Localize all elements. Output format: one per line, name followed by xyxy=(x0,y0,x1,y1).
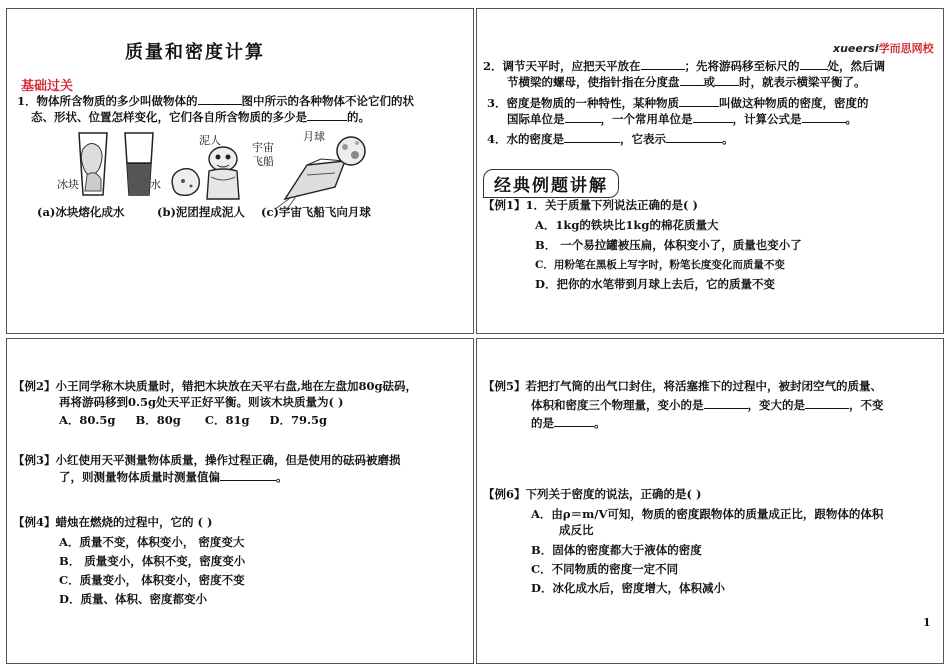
slide-bottom-left xyxy=(6,338,474,664)
label-moon: 月球 xyxy=(303,130,325,143)
water-glass-icon xyxy=(125,133,153,195)
question-1-line-1: 1．物体所含物质的多少叫做物体的 图中所示的各种物体不论它们的状 xyxy=(17,94,414,108)
caption-b: (b)泥团捏成泥人 xyxy=(157,205,245,219)
example-3-line-1: 【例3】小红使用天平测量物体质量，操作过程正确，但是使用的砝码被磨损 xyxy=(13,453,401,467)
example-1-option-c: C．用粉笔在黑板上写字时，粉笔长度变化而质量不变 xyxy=(535,259,785,271)
slide-top-right xyxy=(476,8,944,334)
example-6-stem: 【例6】下列关于密度的说法，正确的是( ) xyxy=(483,487,702,501)
spaceship-icon xyxy=(275,159,345,209)
example-1-stem: 【例1】1．关于质量下列说法正确的是( ) xyxy=(483,198,698,212)
example-4-option-b: B． 质量变小，体积不变，密度变小 xyxy=(59,554,246,568)
example-5-line-3: 的是 。 xyxy=(531,416,606,430)
example-6-option-a-line-2: 成反比 xyxy=(559,523,594,537)
example-4-option-d: D．质量、体积、密度都变小 xyxy=(59,592,207,606)
label-water: 水 xyxy=(150,178,161,191)
moon-icon xyxy=(337,137,365,165)
example-6-option-b: B．固体的密度都大于液体的密度 xyxy=(531,543,702,557)
question-2-line-2: 节横梁的螺母，使指针指在分度盘 或 时，就表示横梁平衡了。 xyxy=(507,75,866,89)
example-6-option-a-line-1: A．由ρ＝m/V可知，物质的密度跟物体的质量成正比，跟物体的体积 xyxy=(531,507,884,521)
caption-a: (a)冰块熔化成水 xyxy=(37,205,125,219)
example-4-option-a: A．质量不变，体积变小， 密度变大 xyxy=(59,535,245,549)
example-2-line-2: 再将游码移到0.5g处天平正好平衡。则该木块质量为( ) xyxy=(59,395,344,409)
example-5-line-1: 【例5】若把打气筒的出气口封住，将活塞推下的过程中，被封闭空气的质量、 xyxy=(483,379,883,393)
example-6-option-d: D．冰化成水后，密度增大，体积减小 xyxy=(531,581,725,595)
example-2-line-1: 【例2】小王同学称木块质量时，错把木块放在天平右盘,地在左盘加80g砝码， xyxy=(13,379,418,393)
question-3-line-2: 国际单位是 ，一个常用单位是 ，计算公式是 。 xyxy=(507,112,857,126)
caption-c: (c)宇宙飞船飞向月球 xyxy=(261,205,371,219)
page-title: 质量和密度计算 xyxy=(125,42,265,63)
example-6-option-c: C．不同物质的密度一定不同 xyxy=(531,562,679,576)
label-clay-figure: 泥人 xyxy=(199,134,221,147)
section-examples: 经典例题讲解 xyxy=(483,169,619,198)
label-spaceship: 宇宙 飞船 xyxy=(252,141,274,168)
question-1-line-2: 态、形状、位置怎样变化，它们各自所含物质的多少是 的。 xyxy=(31,110,370,124)
example-1-option-d: D．把你的水笔带到月球上去后，它的质量不变 xyxy=(535,277,775,291)
ice-glass-icon xyxy=(79,133,107,195)
question-3-line-1: 3．密度是物质的一种特性，某种物质 叫做这种物质的密度，密度的 xyxy=(487,96,869,110)
page-number: 1 xyxy=(923,616,931,629)
example-4-stem: 【例4】蜡烛在燃烧的过程中，它的 ( ) xyxy=(13,515,213,529)
label-ice: 冰块 xyxy=(57,178,79,191)
example-2-options: A．80.5g B．80g C．81g D．79.5g xyxy=(59,413,328,427)
slide-bottom-right xyxy=(476,338,944,664)
slide-top-left xyxy=(6,8,474,334)
section-basic: 基础过关 xyxy=(21,79,74,94)
clay-figure-icon xyxy=(207,147,239,199)
question-2-line-1: 2．调节天平时，应把天平放在 ；先将游码移至标尺的 处，然后调 xyxy=(483,59,886,73)
logo: xueersi学而思网校 xyxy=(833,42,934,55)
question-4: 4．水的密度是 ，它表示 。 xyxy=(487,132,734,146)
example-1-option-a: A．1kg的铁块比1kg的棉花质量大 xyxy=(535,218,719,232)
example-4-option-c: C．质量变小， 体积变小，密度不变 xyxy=(59,573,245,587)
clay-lump-icon xyxy=(172,169,199,196)
example-5-line-2: 体积和密度三个物理量，变小的是 ，变大的是 ，不变 xyxy=(531,398,884,412)
example-3-line-2: 了，则测量物体质量时测量值偏 。 xyxy=(59,470,288,484)
example-1-option-b: B． 一个易拉罐被压扁，体积变小了，质量也变小了 xyxy=(535,238,802,252)
